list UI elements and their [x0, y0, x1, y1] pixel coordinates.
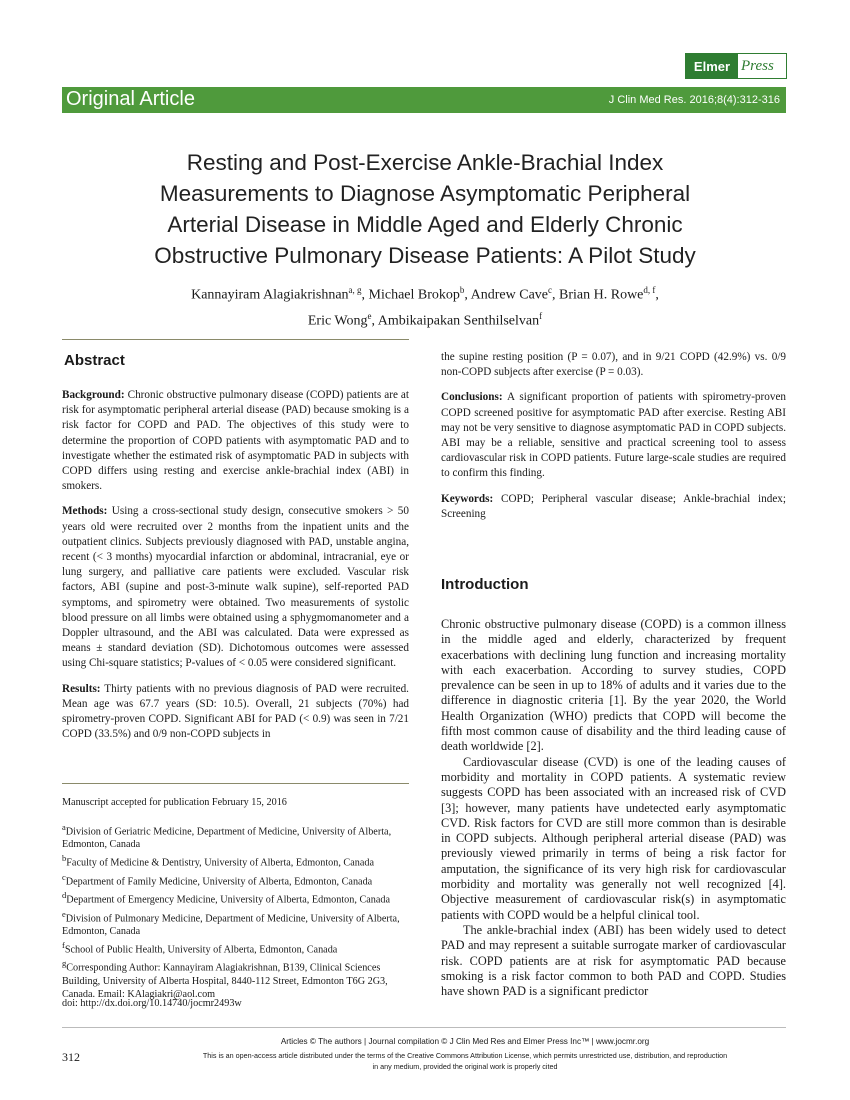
- abstract-background: [62, 388, 409, 494]
- abstract-methods: [62, 504, 409, 671]
- footer-rule: [62, 1027, 786, 1028]
- page-footer: [140, 1037, 790, 1072]
- logo-part-press: Press: [741, 57, 774, 74]
- results-label: Results:: [62, 682, 101, 695]
- author-name: Kannayiram Alagiakrishnan: [191, 287, 349, 303]
- conclusions-text: A significant proportion of patients with spirometry-proven COPD screened positive for asymptomatic PAD after exercise. Resting ABI may not be very sensitive to diagnose asymptomatic PAD in COPD subjects. ABI may be a reliable, sensitive and practical screening tool to assess cardiovascular risk in COPD patients. Future large-scale studies are required to confirm this finding.: [441, 391, 787, 480]
- article-title: [85, 147, 765, 271]
- author-affil: d, f: [643, 285, 656, 295]
- affiliation-item: $^c$Department of Family Medicine, University of Alberta, Edmonton, Canada: [62, 871, 373, 888]
- background-label: Background:: [62, 389, 125, 401]
- background-text: Chronic obstructive pulmonary disease (COPD) patients are at risk for asymptomatic peripheral arterial disease (PAD) because smoking is a risk factor for COPD and PAD. The objectives of this study were to determine the proportion of COPD patients with asymptomatic PAD and to investigate whether the estimated risk of asymptomatic PAD in subjects with COPD differs using resting and exercise ankle-brachial index (ABI) in smokers.: [62, 389, 410, 493]
- conclusions-label: Conclusions:: [441, 391, 503, 404]
- keywords-label: Keywords:: [441, 492, 494, 505]
- title-line: Obstructive Pulmonary Disease Patients: A Pilot Study: [154, 243, 696, 268]
- intro-paragraph: Cardiovascular disease (CVD) is one of the leading causes of morbidity and mortality in COPD patients. A systematic review suggests COPD has been associated with an increased risk of CVD [3]; however, many patients have undetected early asymptomatic CVD. Risk factors for CVD are still more common than is desirable in COPD subjects. Although peripheral arterial disease (PAD) was previously viewed primarily in terms of being a risk factor for amputation, the significance of its very high risk for cardiovascular morbidity and mortality was generally not well recognized [4]. Objective measurement of cardiovascular risk(s) in asymptomatic patients with COPD would be a helpful clinical tool.: [441, 754, 786, 922]
- title-line: Resting and Post-Exercise Ankle-Brachial Index: [186, 150, 664, 175]
- intro-paragraph: Chronic obstructive pulmonary disease (COPD) is a common illness in the middle aged and elderly, characterized by frequent exacerbations with declining lung function and increasing mortality with each exacerbation. According to survey studies, COPD prevalence can be seen in up to 18% of adults and it varies due to the difference in diagnostic criteria [1]. By the year 2020, the World Health Organization (WHO) predicts that COPD will become the fifth most common cause of disability and the third leading cause of death worldwide [2].: [441, 617, 786, 754]
- methods-text: Using a cross-sectional study design, consecutive smokers > 50 years old were recruited over 2 months from the inpatient units and the outpatient clinics. Subjects previously diagnosed with PAD, unstable angina, recent (< 3 months) myocardial infarction or abdominal, intracranial, eye or lung surgery, and palliative care patients were excluded. Vascular risk factors, ABI (supine and post-3-minute walk supine), self-reported PAD symptoms, and spirometry were obtained. Two measurements of systolic blood pressure on all limbs were obtained using a sphygmomanometer and a Doppler ultrasound, and the ABI was calculated. Data were expressed as means ± standard deviation (SD). Dichotomous outcomes were assessed using Chi-square statistics; P-values of < 0.05 were considered significant.: [62, 505, 409, 670]
- methods-label: Methods:: [62, 505, 108, 518]
- author-affil: f: [539, 310, 543, 321]
- title-line: Arterial Disease in Middle Aged and Elderly Chronic: [167, 212, 683, 237]
- results-continued: the supine resting position (P = 0.07), and in 9/21 COPD (42.9%) vs. 0/9 non-COPD subjects after exercise (P = 0.03).: [441, 351, 786, 379]
- abstract-bottom-rule: [62, 783, 409, 784]
- title-line: Measurements to Diagnose Asymptomatic Peripheral: [159, 181, 691, 206]
- publisher-logo: [685, 53, 787, 79]
- affiliation-item: $^a$Division of Geriatric Medicine, Department of Medicine, University of Alberta, Edmonton, Canada: [62, 822, 392, 851]
- accepted-date: Manuscript accepted for publication February 15, 2016: [62, 797, 287, 808]
- footer-license: This is an open-access article distributed under the terms of the Creative Commons Attribution License, which permits unrestricted use, distribution, and reproduction in any medium, provided the original work is properly cited: [202, 1051, 728, 1071]
- abstract-results: [62, 682, 409, 743]
- abstract-heading: Abstract: [64, 352, 125, 369]
- intro-paragraph: The ankle-brachial index (ABI) has been widely used to detect PAD and may represent a suitable surrogate marker of cardiovascular risk. COPD patients are at risk for asymptomatic PAD because smoking is a risk factor common to both PAD and COPD. Studies have shown PAD is a significant predictor: [441, 922, 786, 999]
- footer-copyright: Articles © The authors | Journal compilation © J Clin Med Res and Elmer Press Inc™ | www.jocmr.org: [280, 1037, 650, 1046]
- abstract-left-column: [62, 388, 409, 752]
- affiliation-item: $^d$Department of Emergency Medicine, University of Alberta, Edmonton, Canada: [62, 890, 390, 906]
- author-name: Brian H. Rowe: [559, 287, 644, 303]
- journal-citation: J Clin Med Res. 2016;8(4):312-316: [608, 94, 780, 106]
- keywords-text: COPD; Peripheral vascular disease; Ankle-brachial index; Screening: [441, 492, 786, 520]
- introduction-heading: Introduction: [441, 576, 529, 593]
- author-name: Ambikaipakan Senthilselvan: [377, 313, 540, 329]
- author-name: Michael Brokop: [368, 287, 460, 303]
- author-list: Kannayiram Alagiakrishnan$^{a, g}$, Michael Brokop$^b$, Andrew Cave$^c$, Brian H. Rowe$^{d, f}$, Eric Wong$^e$, Ambikaipakan Senthilselvan$^f$: [191, 285, 659, 329]
- abstract-right-column: [441, 350, 786, 532]
- author-affil: a, g: [348, 285, 362, 295]
- affiliation-item: $^f$School of Public Health, University of Alberta, Edmonton, Canada: [62, 939, 338, 956]
- results-text: Thirty patients with no previous diagnosis of PAD were recruited. Mean age was 67.7 years (SD: 10.5). Overall, 21 subjects (70%) had spirometry-proven COPD. Significant ABI for PAD (< 0.9) was seen in 7/21 COPD (33.5%) and 0/9 non-COPD subjects in: [62, 682, 409, 741]
- author-name: Eric Wong: [307, 313, 368, 329]
- article-banner: [62, 87, 786, 113]
- page-number: 312: [62, 1050, 80, 1064]
- logo-part-elmer: Elmer: [686, 54, 738, 78]
- abstract-conclusions: [441, 390, 786, 481]
- affiliation-item: $^e$Division of Pulmonary Medicine, Department of Medicine, University of Alberta, Edmonton, Canada: [62, 908, 400, 937]
- introduction-body: [441, 617, 786, 999]
- doi-link[interactable]: doi: http://dx.doi.org/10.14740/jocmr2493w: [62, 998, 242, 1009]
- article-type: Original Article: [66, 88, 195, 110]
- author-name: Andrew Cave: [470, 287, 549, 303]
- affiliation-item: $^g$Corresponding Author: Kannayiram Alagiakrishnan, B139, Clinical Sciences Building, University of Alberta Hospital, 8440-112 Street, Edmonton T6G 2G3, Canada. Email: KAlagiakri@aol.com: [62, 958, 388, 1000]
- author-affil: b: [459, 285, 465, 295]
- author-affil: e: [367, 310, 372, 321]
- affiliation-item: $^b$Faculty of Medicine & Dentistry, University of Alberta, Edmonton, Canada: [62, 853, 374, 869]
- abstract-top-rule: [62, 339, 409, 340]
- abstract-keywords: [441, 492, 786, 522]
- affiliations: [62, 796, 409, 1002]
- author-affil: c: [548, 285, 553, 295]
